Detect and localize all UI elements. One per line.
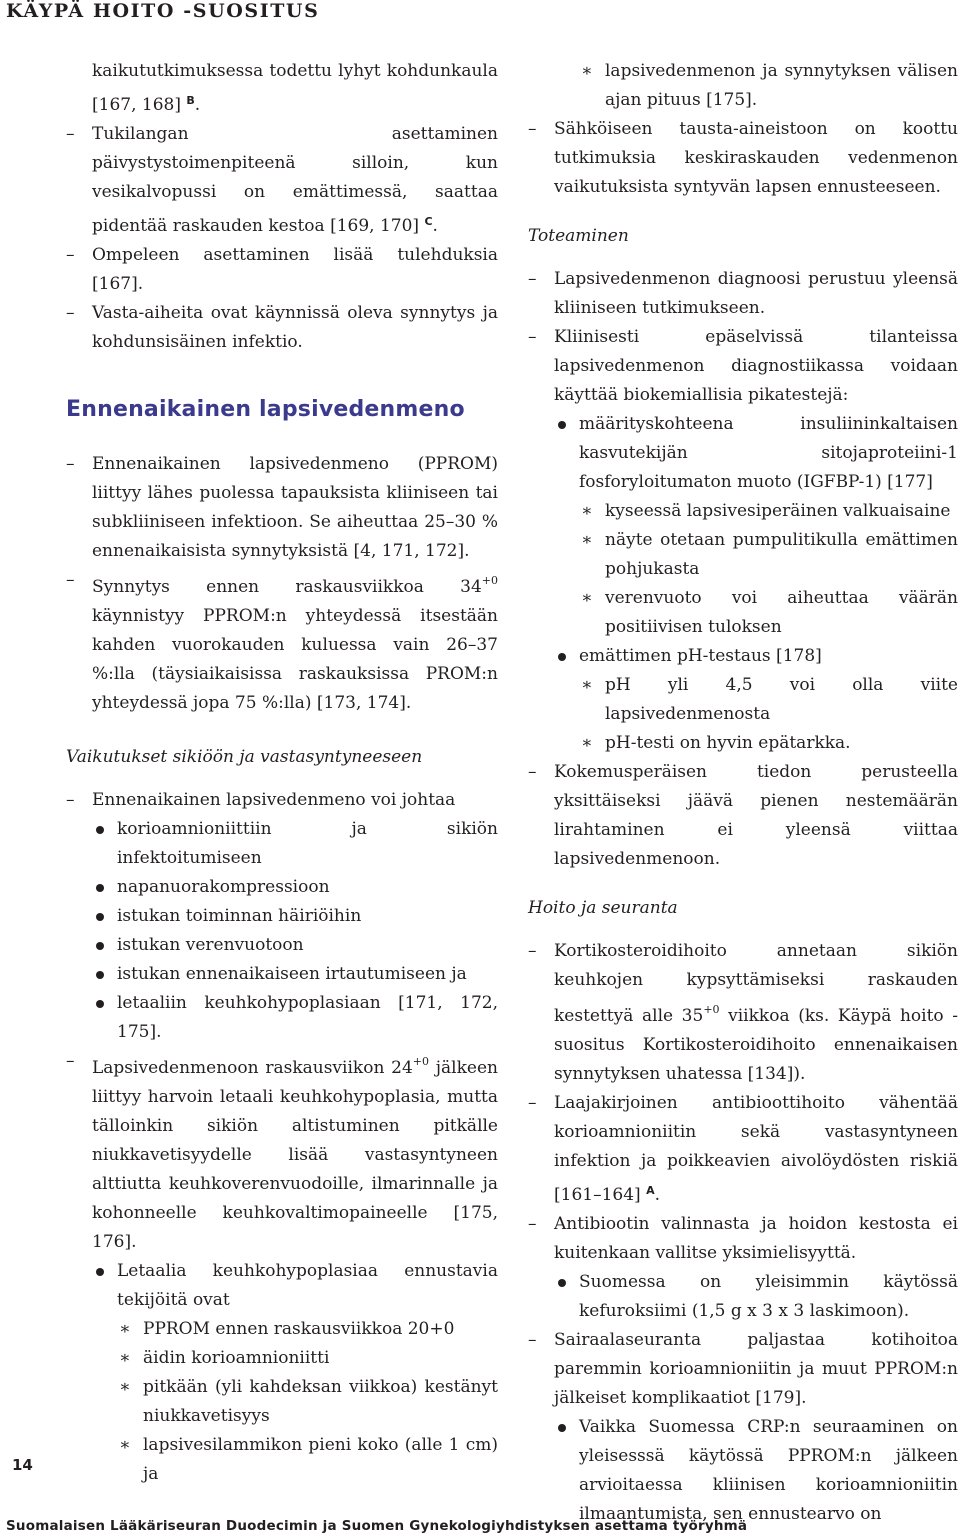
dash-item-antibiootin-valinta: – Antibiootin valinnasta ja hoidon kestosta ei kuitenkaan vallitse yksimielisyyttä. (528, 1210, 958, 1268)
star-item: ∗ pH-testi on hyvin epätarkka. (579, 729, 958, 758)
evidence-grade-c: C (424, 215, 433, 228)
page-number: 14 (12, 1456, 33, 1474)
continued-item: kaikututkimuksessa todettu lyhyt kohdunkaula [167, 168] $^B$. (92, 61, 498, 115)
dash-item-tausta-aineisto: – Sähköiseen tausta-aineistoon on koottu tutkimuksia keskiraskauden vedenmenon vaikutuksista syntyvän lapsen ennusteeseen. (528, 115, 958, 202)
dash-item-voi-johtaa: – Ennenaikainen lapsivedenmeno voi johtaa (66, 786, 498, 815)
dash-item-diagnoosi: – Lapsivedenmenon diagnoosi perustuu yleensä kliiniseen tutkimukseen. (528, 265, 958, 323)
star-item: ∗ pitkään (yli kahdeksan viikkoa) kestänyt niukkavetisyys (117, 1373, 498, 1431)
star-item: ∗ äidin korioamnioniitti (117, 1344, 498, 1373)
dash-item-pprom: – Ennenaikainen lapsivedenmeno (PPROM) liittyy lähes puolessa tapauksista kliiniseen tai subkliiniseen infektioon. Se aiheuttaa 25–30 % ennenaikaisista synnytyksistä [4, 171, 172]. (66, 450, 498, 566)
subheading-hoito: Hoito ja seuranta (528, 898, 678, 918)
dash-item-pikatestit: – Kliinisesti epäselvissä tilanteissa lapsivedenmenon diagnostiikassa voidaan käyttää biokemiallisia pikatestejä: (528, 323, 958, 410)
page-footer: Suomalaisen Lääkäriseuran Duodecimin ja Suomen Gynekologiyhdistyksen asettama työryhmä (6, 1518, 748, 1534)
dash-item-viikko-24: – Lapsivedenmenoon raskausviikon $24^{+0}$ jälkeen liittyy harvoin letaali keuhkohypoplasia, mutta tälloinkin sikiön altistuminen pitkälle niukkavetisyydelle lisää vastasyntyneen alttiutta keuhkoverenvuodoille, ilmarinnalle ja kohonneelle keuhkovaltimopaineelle [175, 176]. (66, 1047, 498, 1257)
left-column (66, 57, 498, 1489)
running-header: KÄYPÄ HOITO -SUOSITUS (6, 0, 320, 22)
right-column (528, 57, 958, 1529)
bullet-item-crp: Vaikka Suomessa CRP:n seuraaminen on yleisesssä käytössä PPROM:n jälkeen arvioitaessa kliinisen korioamnioniitin ilmaantumista, sen ennustearvo on (553, 1413, 958, 1529)
dash-item-vasta-aiheet: – Vasta-aiheita ovat käynnissä oleva synnytys ja kohdunsisäinen infektio. (66, 299, 498, 357)
star-item: ∗ PPROM ennen raskausviikkoa 20+0 (117, 1315, 498, 1344)
bullet-item-kefuroksiimi: Suomessa on yleisimmin käytössä kefuroksiimi (1,5 g x 3 x 3 laskimoon). (553, 1268, 958, 1326)
bullet-item: istukan toiminnan häiriöihin (91, 902, 498, 931)
dash-item-antibiootti: – Laajakirjoinen antibioottihoito vähentää korioamnioniitin sekä vastasyntyneen infektion ja poikkeavien aivolöydösten riskiä [161–164] $^A$. (528, 1089, 958, 1210)
bullet-item-ph-testaus: emättimen pH-testaus [178] (553, 642, 958, 671)
dash-item-ommel: – Ompeleen asettaminen lisää tulehduksia [167]. (66, 241, 498, 299)
bullet-item: korioamnioniittiin ja sikiön infektoitumiseen (91, 815, 498, 873)
bullet-item-ennustavat-tekijat: Letaalia keuhkohypoplasiaa ennustavia tekijöitä ovat (91, 1257, 498, 1315)
subheading-vaikutukset: Vaikutukset sikiöön ja vastasyntyneeseen (66, 747, 423, 767)
dash-item-kortikosteroidi: – Kortikosteroidihoito annetaan sikiön keuhkojen kypsyttämiseksi raskauden kestettyä alle $35^{+0}$ viikkoa (ks. Käypä hoito -suositus Kortikosteroidihoito ennenaikaisen synnytyksen uhatessa [134]). (528, 937, 958, 1089)
bullet-item-igfbp1: määrityskohteena insuliininkaltaisen kasvutekijän sitojaproteiini-1 fosforyloitumaton muoto (IGFBP-1) [177] (553, 410, 958, 497)
star-item: ∗ lapsivesilammikon pieni koko (alle 1 cm) ja (117, 1431, 498, 1489)
star-item: ∗ näyte otetaan pumpulitikulla emättimen pohjukasta (579, 526, 958, 584)
dash-item-sairaalaseuranta: – Sairaalaseuranta paljastaa kotihoitoa paremmin korioamnioniitin ja muut PPROM:n jälkeiset komplikaatiot [179]. (528, 1326, 958, 1413)
subheading-toteaminen: Toteaminen (528, 226, 629, 246)
bullet-item: istukan ennenaikaiseen irtautumiseen ja (91, 960, 498, 989)
star-item: ∗ verenvuoto voi aiheuttaa väärän positiivisen tuloksen (579, 584, 958, 642)
evidence-grade-a: A (646, 1184, 655, 1197)
evidence-grade-b: B (186, 94, 195, 107)
bullet-item: istukan verenvuotoon (91, 931, 498, 960)
dash-item-synnytys: – Synnytys ennen raskausviikkoa $34^{+0}$ käynnistyy PPROM:n yhteydessä itsestään kahden vuorokauden kuluessa vain 26–37 %:lla (täysiaikaisissa raskauksissa PROM:n yhteydessä jopa 75 %:lla) [173, 174]. (66, 566, 498, 718)
dash-item-kokemusperainen: – Kokemusperäisen tiedon perusteella yksittäiseksi jäävä pienen nestemäärän lirahtaminen ei yleensä viittaa lapsivedenmenoon. (528, 758, 958, 874)
bullet-item: letaaliin keuhkohypoplasiaan [171, 172, 175]. (91, 989, 498, 1047)
dash-item-tukilanka: – Tukilangan asettaminen päivystystoimenpiteenä silloin, kun vesikalvopussi on emättimessä, saattaa pidentää raskauden kestoa [169, 170] $^C$. (66, 120, 498, 241)
section-title: Ennenaikainen lapsivedenmeno (66, 397, 465, 422)
star-item: ∗ kyseessä lapsivesiperäinen valkuaisaine (579, 497, 958, 526)
bullet-item: napanuorakompressioon (91, 873, 498, 902)
star-item: ∗ pH yli 4,5 voi olla viite lapsivedenmenosta (579, 671, 958, 729)
star-item-continued: ∗ lapsivedenmenon ja synnytyksen välisen ajan pituus [175]. (579, 57, 958, 115)
